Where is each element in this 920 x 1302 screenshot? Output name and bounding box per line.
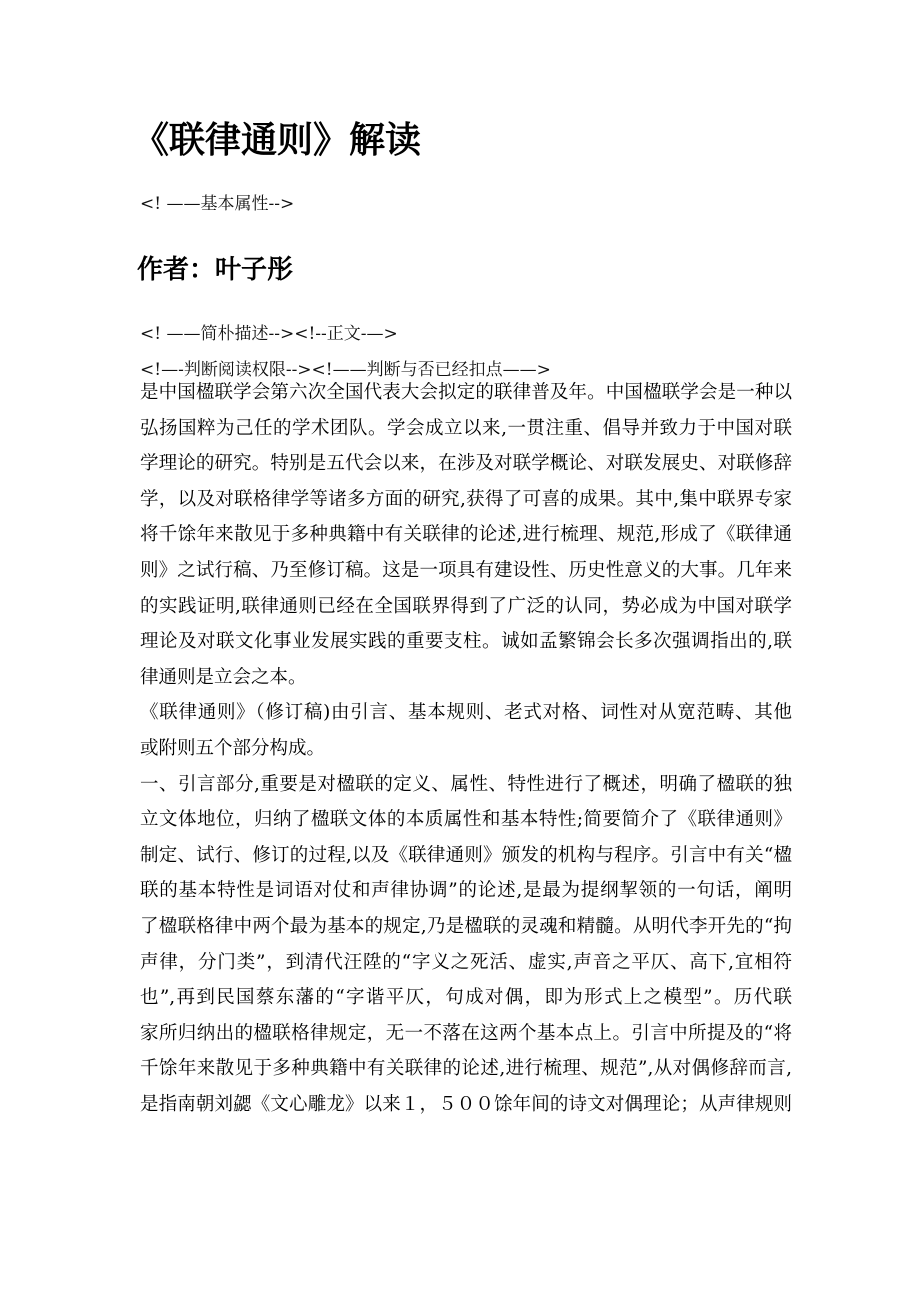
body-text-line: 律通则是立会之本。 bbox=[140, 666, 307, 688]
body-text-line: 一、引言部分,重要是对楹联的定义、属性、特性进行了概述，明确了楹联的独 bbox=[140, 773, 792, 795]
body-text-line: 是指南朝刘勰《文心雕龙》以来１，５００馀年间的诗文对偶理论；从声律规则 bbox=[140, 1093, 792, 1115]
body-text-line: 弘扬国粹为己任的学术团队。学会成立以来,一贯注重、倡导并致力于中国对联 bbox=[140, 417, 792, 439]
document-body bbox=[140, 375, 792, 1122]
body-text-line: 学理论的研究。特别是五代会以来，在涉及对联学概论、对联发展史、对联修辞 bbox=[140, 453, 792, 475]
body-text-line: 则》之试行稿、乃至修订稿。这是一项具有建设性、历史性意义的大事。几年来 bbox=[140, 559, 792, 581]
body-text-line: 联的基本特性是词语对仗和声律协调”的论述,是最为提纲挈领的一句话，阐明 bbox=[140, 880, 792, 902]
body-text-line: 了楹联格律中两个最为基本的规定,乃是楹联的灵魂和精髓。从明代李开先的“拘 bbox=[140, 915, 792, 937]
body-text-line: 《联律通则》（修订稿)由引言、基本规则、老式对格、词性对从宽范畴、其他 bbox=[140, 702, 792, 724]
body-text-line: 家所归纳出的楹联格律规定，无一不落在这两个基本点上。引言中所提及的“将 bbox=[140, 1022, 792, 1044]
body-text-line: 将千馀年来散见于多种典籍中有关联律的论述,进行梳理、规范,形成了《联律通 bbox=[140, 524, 792, 546]
comment-description: <! ——简朴描述--><!--正文-—> bbox=[140, 324, 398, 344]
body-text-line: 是中国楹联学会第六次全国代表大会拟定的联律普及年。中国楹联学会是一种以 bbox=[140, 382, 792, 403]
document-title: 《联律通则》解读 bbox=[133, 120, 422, 161]
body-text-line: 立文体地位，归纳了楹联文体的本质属性和基本特性;简要简介了《联律通则》 bbox=[140, 809, 792, 831]
body-text-line: 也”,再到民国蔡东藩的“字谐平仄，句成对偶，即为形式上之模型”。历代联 bbox=[140, 987, 792, 1009]
body-text-line: 学，以及对联格律学等诸多方面的研究,获得了可喜的成果。其中,集中联界专家 bbox=[140, 488, 792, 510]
body-text-line: 的实践证明,联律通则已经在全国联界得到了广泛的认同，势必成为中国对联学 bbox=[140, 595, 792, 617]
author-line: 作者：叶子彤 bbox=[137, 255, 294, 285]
body-text-line: 声律，分门类”，到清代汪陞的“字义之死活、虚实,声音之平仄、高下,宜相符 bbox=[140, 951, 792, 973]
body-text-line: 千馀年来散见于多种典籍中有关联律的论述,进行梳理、规范”,从对偶修辞而言, bbox=[140, 1058, 792, 1080]
body-text-line: 或附则五个部分构成。 bbox=[140, 737, 326, 759]
body-text-line: 理论及对联文化事业发展实践的重要支柱。诚如孟繁锦会长多次强调指出的,联 bbox=[140, 631, 792, 653]
body-text-line: 制定、试行、修订的过程,以及《联律通则》颁发的机构与程序。引言中有关“楹 bbox=[140, 844, 792, 866]
comment-permission: <!—-判断阅读权限--><!——判断与否已经扣点——> bbox=[140, 360, 551, 380]
comment-basic-attributes: <! ——基本属性--> bbox=[140, 194, 295, 214]
